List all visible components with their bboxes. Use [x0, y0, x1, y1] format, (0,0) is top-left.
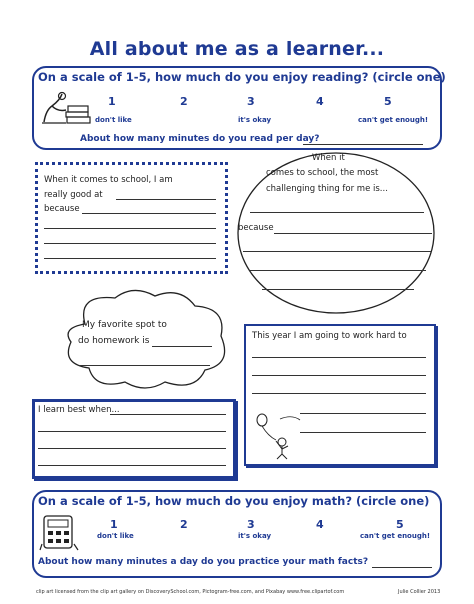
math-scale-4[interactable]: 4 — [316, 518, 324, 531]
reading-minutes-line[interactable] — [303, 144, 423, 145]
reading-mid-label: it's okay — [238, 116, 272, 124]
work-hard-line-3[interactable] — [252, 393, 426, 394]
math-minutes-line[interactable] — [372, 567, 432, 568]
reading-scale-1[interactable]: 1 — [108, 95, 116, 108]
challenge-because-line-1[interactable] — [274, 233, 432, 234]
math-heading: On a scale of 1-5, how much do you enjoy math? (circle one) — [38, 494, 430, 508]
math-scale-2[interactable]: 2 — [180, 518, 188, 531]
math-minutes-question: About how many minutes a day do you practice your math facts? — [38, 557, 369, 567]
math-scale-1[interactable]: 1 — [110, 518, 118, 531]
challenge-because-line-4[interactable] — [262, 289, 414, 290]
work-hard-line-5[interactable] — [300, 432, 426, 433]
homework-line2: do homework is — [78, 336, 150, 346]
reading-low-label: don't like — [95, 116, 132, 124]
math-scale-3[interactable]: 3 — [247, 518, 255, 531]
reading-heading: On a scale of 1-5, how much do you enjoy reading? (circle one) — [38, 70, 446, 84]
footer-author: Julie Collier 2013 — [398, 589, 441, 595]
learn-best-line-4[interactable] — [38, 465, 226, 466]
footer-credits: clip art licensed from the clip art gallery on DiscoverySchool.com, Pictogram-free.com, and Pixabay www.free.clipartof.com — [36, 589, 345, 595]
good-at-answer-line[interactable] — [116, 199, 216, 200]
math-mid-label: it's okay — [238, 532, 272, 540]
work-hard-line-1[interactable] — [252, 357, 426, 358]
work-hard-line-2[interactable] — [252, 375, 426, 376]
reading-scale-3[interactable]: 3 — [247, 95, 255, 108]
balloon-kid-icon — [254, 412, 302, 460]
challenge-because-line-2[interactable] — [243, 251, 431, 252]
homework-answer-line-1[interactable] — [152, 346, 212, 347]
homework-line1: My favorite spot to — [82, 320, 167, 330]
learn-best-prompt: I learn best when... — [38, 405, 120, 415]
learn-best-line-1[interactable] — [110, 414, 226, 415]
good-at-because-line-3[interactable] — [44, 243, 216, 244]
work-hard-prompt: This year I am going to work hard to — [252, 331, 407, 341]
good-at-because-line-1[interactable] — [82, 213, 216, 214]
reading-scale-2[interactable]: 2 — [180, 95, 188, 108]
challenge-because: because — [238, 223, 274, 233]
good-at-line1: When it comes to school, I am — [44, 175, 173, 185]
good-at-line2: really good at — [44, 190, 103, 200]
good-at-because: because — [44, 204, 80, 214]
learn-best-line-3[interactable] — [38, 448, 226, 449]
challenge-answer-line-1[interactable] — [250, 212, 424, 213]
reading-scale-5[interactable]: 5 — [384, 95, 392, 108]
math-scale-5[interactable]: 5 — [396, 518, 404, 531]
calculator-icon — [40, 514, 80, 552]
challenge-line2: comes to school, the most — [266, 168, 379, 178]
good-at-because-line-4[interactable] — [44, 258, 216, 259]
math-low-label: don't like — [97, 532, 134, 540]
work-hard-line-4[interactable] — [300, 413, 426, 414]
challenge-line3: challenging thing for me is... — [266, 184, 388, 194]
challenge-because-line-3[interactable] — [250, 270, 426, 271]
learn-best-line-2[interactable] — [38, 431, 226, 432]
homework-answer-line-2[interactable] — [80, 365, 210, 366]
good-at-because-line-2[interactable] — [44, 228, 216, 229]
reading-minutes-question: About how many minutes do you read per day? — [80, 134, 320, 144]
reading-scale-4[interactable]: 4 — [316, 95, 324, 108]
math-high-label: can't get enough! — [360, 532, 431, 540]
bookworm-icon — [40, 92, 92, 126]
challenge-line1: When it — [312, 153, 345, 163]
page-title: All about me as a learner... — [89, 38, 385, 60]
reading-high-label: can't get enough! — [358, 116, 429, 124]
